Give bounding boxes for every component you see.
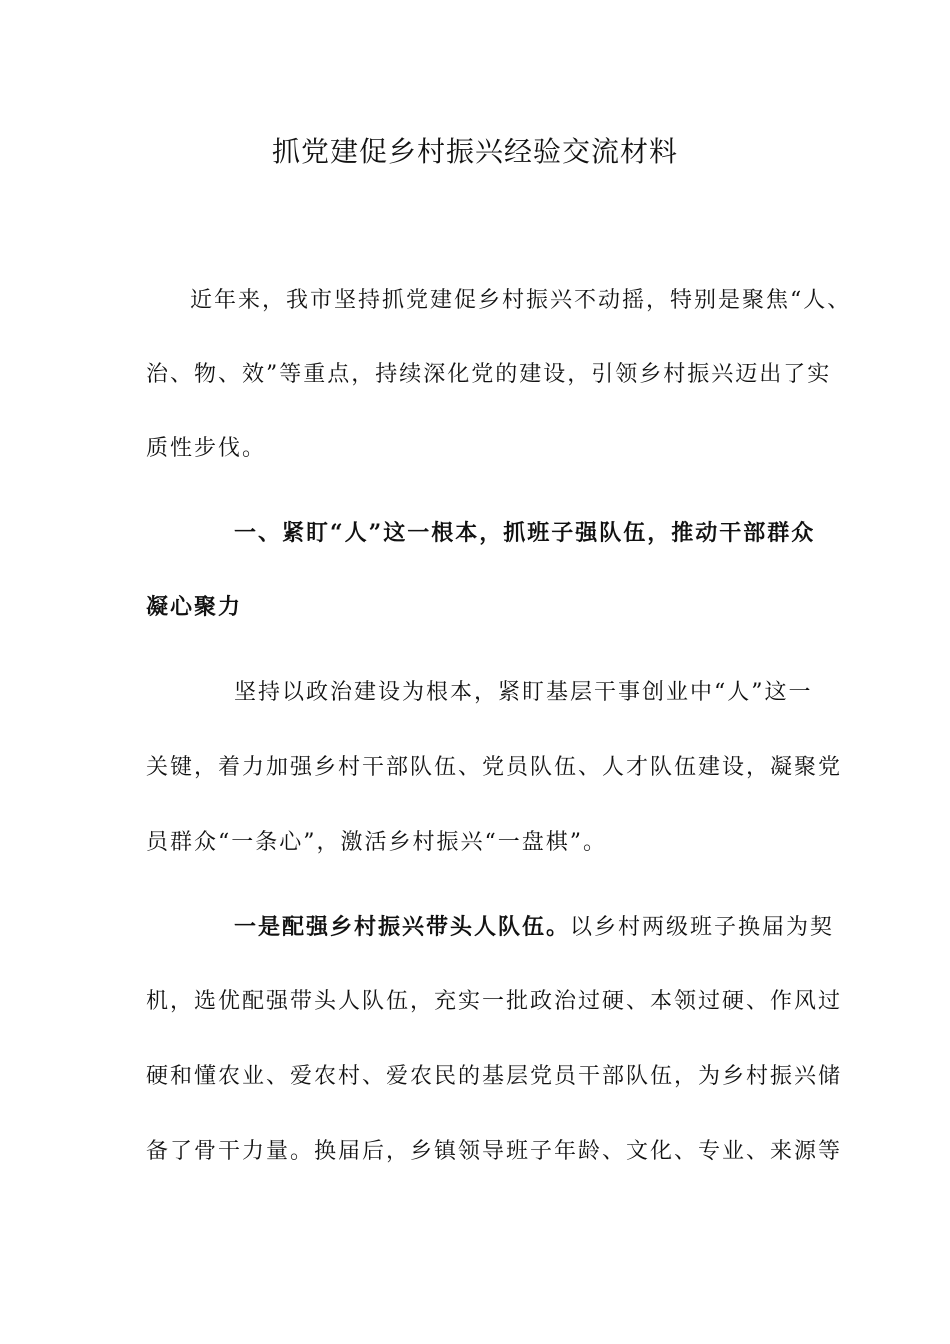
section-para-line-2: 关键，着力加强乡村干部队伍、党员队伍、人才队伍建设，凝聚党 (146, 755, 843, 780)
section-heading-line-2: 凝心聚力 (146, 594, 243, 620)
section-para-line-3: 员群众“一条心”，激活乡村振兴“一盘棋”。 (146, 830, 607, 855)
item-line-1 (234, 910, 834, 945)
intro-line-3: 质性步伐。 (146, 436, 267, 461)
section-heading-line-1: 一、紧盯“人”这一根本，抓班子强队伍，推动干部群众 (234, 520, 816, 546)
item-line-3: 硬和懂农业、爱农村、爱农民的基层党员干部队伍，为乡村振兴储 (146, 1064, 843, 1089)
item-line-1-rest: 以乡村两级班子换届为契 (570, 915, 835, 940)
intro-line-2: 治、物、效”等重点，持续深化党的建设，引领乡村振兴迈出了实 (146, 362, 832, 387)
section-para-line-1: 坚持以政治建设为根本，紧盯基层干事创业中“人”这一 (234, 680, 813, 705)
item-lead-text: 一是配强乡村振兴带头人队伍。 (234, 914, 571, 940)
intro-line-1: 近年来，我市坚持抓党建促乡村振兴不动摇，特别是聚焦“人、 (190, 288, 852, 313)
item-line-2: 机，选优配强带头人队伍，充实一批政治过硬、本领过硬、作风过 (146, 989, 843, 1014)
document-title: 抓党建促乡村振兴经验交流材料 (271, 135, 678, 168)
item-line-4: 备了骨干力量。换届后，乡镇领导班子年龄、文化、专业、来源等 (146, 1139, 843, 1164)
